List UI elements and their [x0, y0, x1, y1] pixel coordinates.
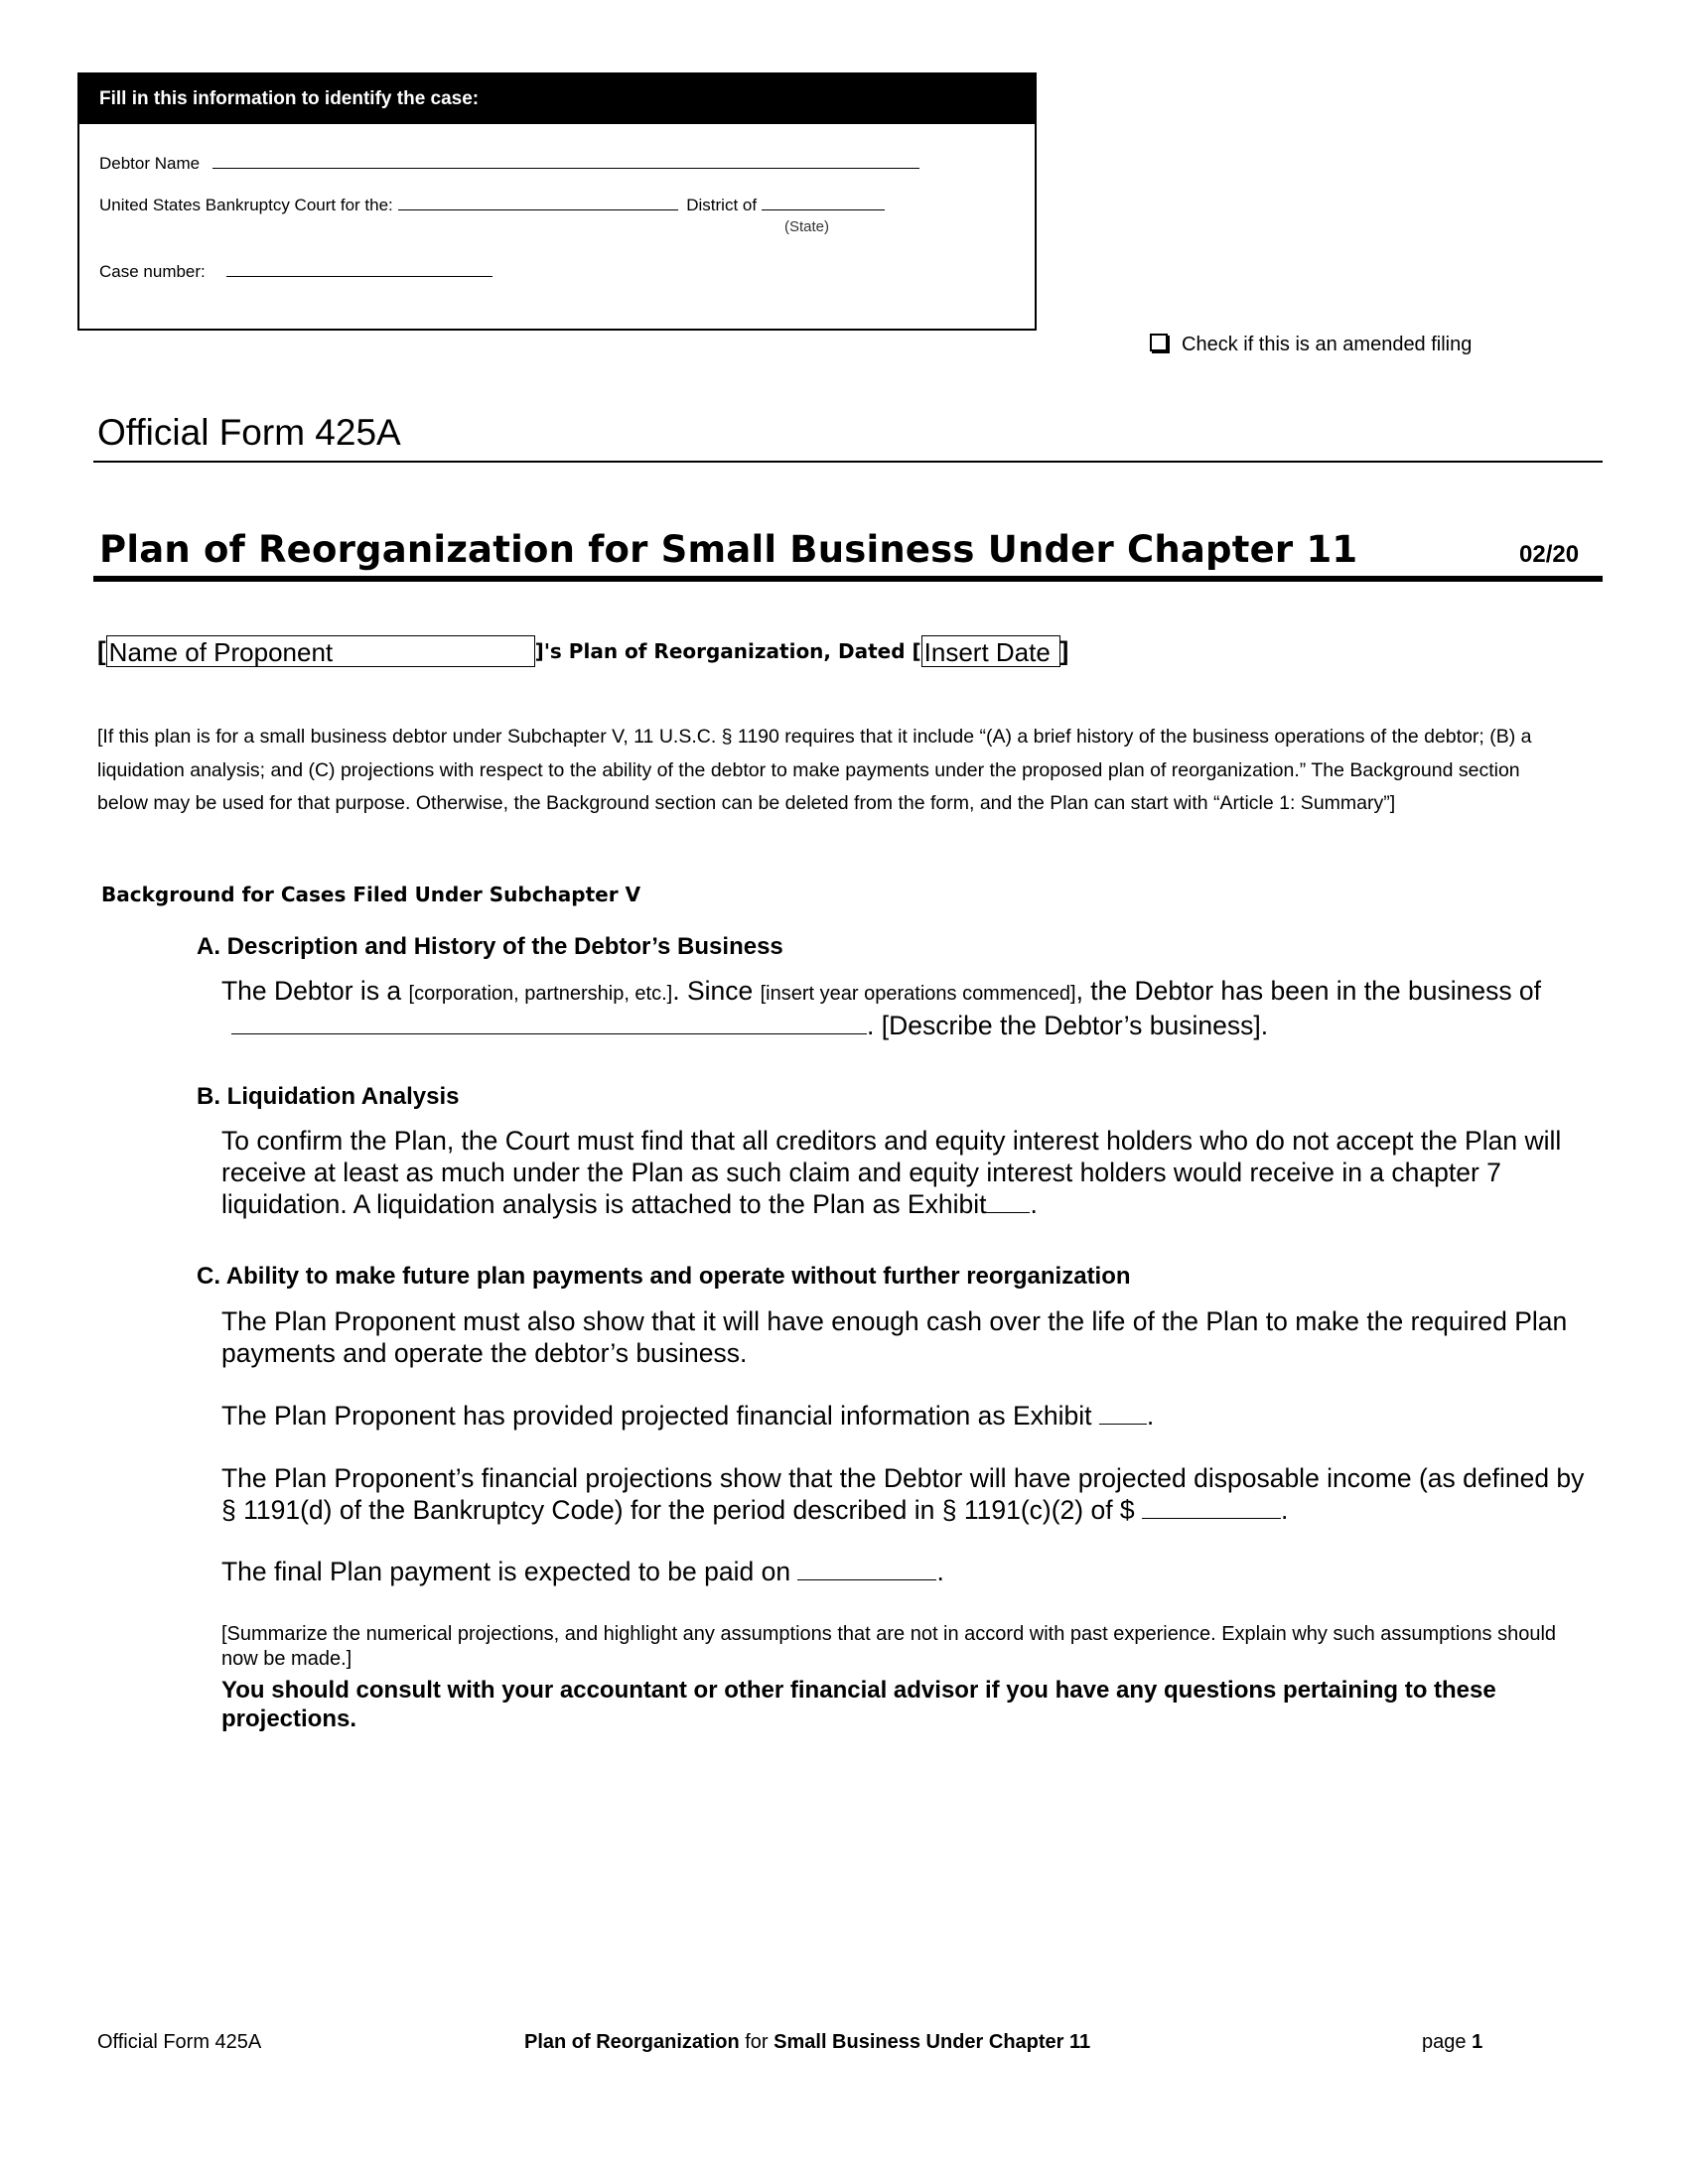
court-field[interactable]: [398, 196, 678, 210]
insert-date-field[interactable]: Insert Date: [921, 635, 1060, 667]
debtor-name-field[interactable]: [212, 154, 919, 169]
section-c-paragraph-4: [221, 1556, 1602, 1587]
final-payment-date-blank[interactable]: [797, 1560, 936, 1580]
footer-title-part: for: [739, 2031, 774, 2053]
section-c-heading: C. Ability to make future plan payments and operate without further reorganization: [197, 1263, 1131, 1290]
business-description-blank[interactable]: [231, 1014, 867, 1034]
disposable-income-blank[interactable]: [1142, 1498, 1281, 1519]
background-heading: Background for Cases Filed Under Subchapter V: [101, 883, 641, 906]
case-number-label: Case number:: [99, 262, 206, 281]
state-label: (State): [784, 218, 830, 235]
section-c-text: .: [1146, 1401, 1155, 1431]
section-b-body: [221, 1125, 1602, 1220]
section-b-heading: B. Liquidation Analysis: [197, 1083, 460, 1110]
section-c-paragraph-3: [221, 1462, 1602, 1526]
district-label: District of: [686, 196, 758, 214]
footer-form-name: Official Form 425A: [97, 2031, 262, 2053]
proponent-name-field[interactable]: Name of Proponent: [106, 635, 535, 667]
debtor-name-row: [99, 154, 919, 174]
plan-dated-text: ]'s Plan of Reorganization, Dated [: [534, 639, 921, 663]
section-a-heading: A. Description and History of the Debtor’s Business: [197, 933, 783, 960]
section-b-text: To confirm the Plan, the Court must find that all creditors and equity interest holders who do not accept the Plan will receive at least as much under the Plan as such claim and equity interest holders would receive in a chapter 7 liquidation. A liquidation analysis is attached to the Plan as Exhibit: [221, 1126, 1562, 1219]
case-number-field[interactable]: [226, 262, 492, 277]
form-version: 02/20: [1519, 541, 1580, 568]
section-c-paragraph-1: The Plan Proponent must also show that it will have enough cash over the life of the Plan to make the required Plan payments and operate the debtor’s business.: [221, 1306, 1568, 1368]
debtor-name-label: Debtor Name: [99, 154, 201, 173]
section-c-text: The final Plan payment is expected to be paid on: [221, 1557, 798, 1586]
open-bracket: [: [97, 635, 106, 666]
case-info-box: [77, 72, 1037, 331]
section-c-text: .: [1281, 1495, 1289, 1525]
instructions-paragraph: [If this plan is for a small business debtor under Subchapter V, 11 U.S.C. § 1190 requires that it include “(A) a brief history of the business operations of the debtor; (B) a liquidation analysis; and (C) projections with respect to the ability of the debtor to make payments under the proposed plan of reorganization.” The Background section below may be used for that purpose. Otherwise, the Background section can be deleted from the form, and the Plan can start with “Article 1: Summary”]: [97, 726, 1532, 814]
header-divider: [93, 461, 1603, 463]
projections-exhibit-blank[interactable]: [1099, 1404, 1147, 1425]
footer-title-part: Plan of Reorganization: [524, 2031, 740, 2053]
page-number: 1: [1472, 2031, 1483, 2053]
summarize-instructions: [Summarize the numerical projections, and highlight any assumptions that are not in accord with past experience. Explain why such assumptions should now be made.]: [221, 1623, 1557, 1670]
footer-title: [524, 2031, 1090, 2054]
district-field[interactable]: [762, 196, 885, 210]
year-commenced-hint: [insert year operations commenced]: [760, 983, 1076, 1005]
section-a-text: . Since: [672, 976, 761, 1006]
page-label: page: [1422, 2031, 1473, 2053]
proponent-line: [97, 635, 1068, 675]
footer-title-part: Small Business Under Chapter 11: [774, 2031, 1091, 2053]
section-a-text: , the Debtor has been in the business of: [1075, 976, 1542, 1006]
consult-advisory: You should consult with your accountant or other financial advisor if you have any questions pertaining to these projections.: [221, 1677, 1496, 1732]
form-title: Plan of Reorganization for Small Business Under Chapter 11: [99, 528, 1358, 571]
case-box-header: Fill in this information to identify the case:: [79, 74, 1035, 124]
exhibit-blank[interactable]: [986, 1192, 1030, 1213]
section-a-text: . [Describe the Debtor’s business].: [867, 1011, 1269, 1040]
court-row: [99, 196, 885, 215]
section-c-text: The Plan Proponent has provided projected financial information as Exhibit: [221, 1401, 1099, 1431]
section-a-body: [221, 975, 1602, 1041]
case-number-row: [99, 262, 492, 282]
amended-filing-option[interactable]: [1150, 334, 1472, 356]
form-name: Official Form 425A: [97, 412, 401, 453]
amended-filing-checkbox[interactable]: [1150, 334, 1168, 351]
close-bracket: ]: [1059, 635, 1069, 666]
section-c-text: .: [936, 1557, 944, 1586]
section-c-paragraph-2: [221, 1400, 1602, 1432]
title-divider: [93, 576, 1603, 582]
court-label: United States Bankruptcy Court for the:: [99, 196, 393, 214]
amended-filing-label: Check if this is an amended filing: [1182, 334, 1473, 355]
section-b-text: .: [1030, 1189, 1038, 1219]
entity-type-hint: [corporation, partnership, etc.]: [408, 983, 673, 1005]
section-c-text: The Plan Proponent’s financial projections show that the Debtor will have projected disposable income (as defined by § 1191(d) of the Bankruptcy Code) for the period described in § 1191(c)(2) of $: [221, 1463, 1585, 1525]
section-a-text: The Debtor is a: [221, 976, 409, 1006]
footer-page: [1422, 2031, 1482, 2054]
